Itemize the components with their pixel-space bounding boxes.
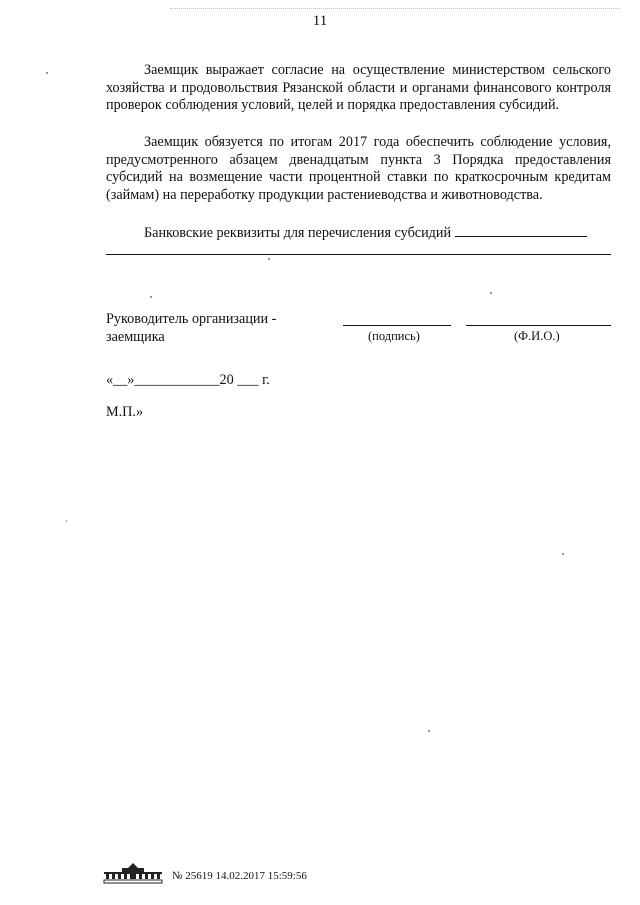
signature-caption: (подпись): [368, 329, 420, 343]
date-line: «__»____________20 ___ г.: [106, 372, 270, 388]
scan-speck: [66, 520, 67, 522]
bank-details-line: [106, 254, 611, 255]
registry-stamp-icon: [102, 862, 164, 884]
scan-speck: [562, 553, 564, 555]
signer-role: [106, 311, 276, 346]
seal-label: М.П.»: [106, 404, 144, 420]
signer-role-line1: Руководитель организации -: [106, 311, 277, 327]
paragraph-text: Заемщик обязуется по итогам 2017 года обеспечить соблюдение условия, предусмотренного абзацем двенадцатым пункта 3 Порядка предоставления субсидий на возмещение части процентной ставки по краткосрочным кредитам (займам) на переработку продукции растениеводства и животноводства.: [106, 134, 611, 203]
scan-speck: [150, 296, 152, 298]
signer-role-line2: заемщика: [106, 328, 165, 345]
scan-speck: [46, 72, 48, 74]
signature-line: [343, 325, 451, 326]
page-number: 11: [312, 13, 328, 29]
scan-speck: [490, 292, 492, 294]
name-caption: (Ф.И.О.): [514, 329, 560, 343]
bank-details: [106, 224, 611, 243]
paragraph-obligation: [106, 134, 611, 204]
paragraph-text: Заемщик выражает согласие на осуществление министерством сельского хозяйства и продовольствия Рязанской области и органами финансового контроля проверок соблюдения условий, целей и порядка предоставления субсидий.: [106, 62, 611, 114]
paragraph-consent: [106, 62, 611, 115]
name-line: [466, 325, 611, 326]
scan-speck: [268, 258, 270, 260]
bank-details-blank: [455, 224, 587, 237]
scan-artifact-top: [170, 8, 620, 11]
scan-speck: [428, 730, 430, 732]
bank-details-label: Банковские реквизиты для перечисления субсидий: [144, 225, 452, 241]
registration-number: № 25619 14.02.2017 15:59:56: [172, 870, 307, 882]
